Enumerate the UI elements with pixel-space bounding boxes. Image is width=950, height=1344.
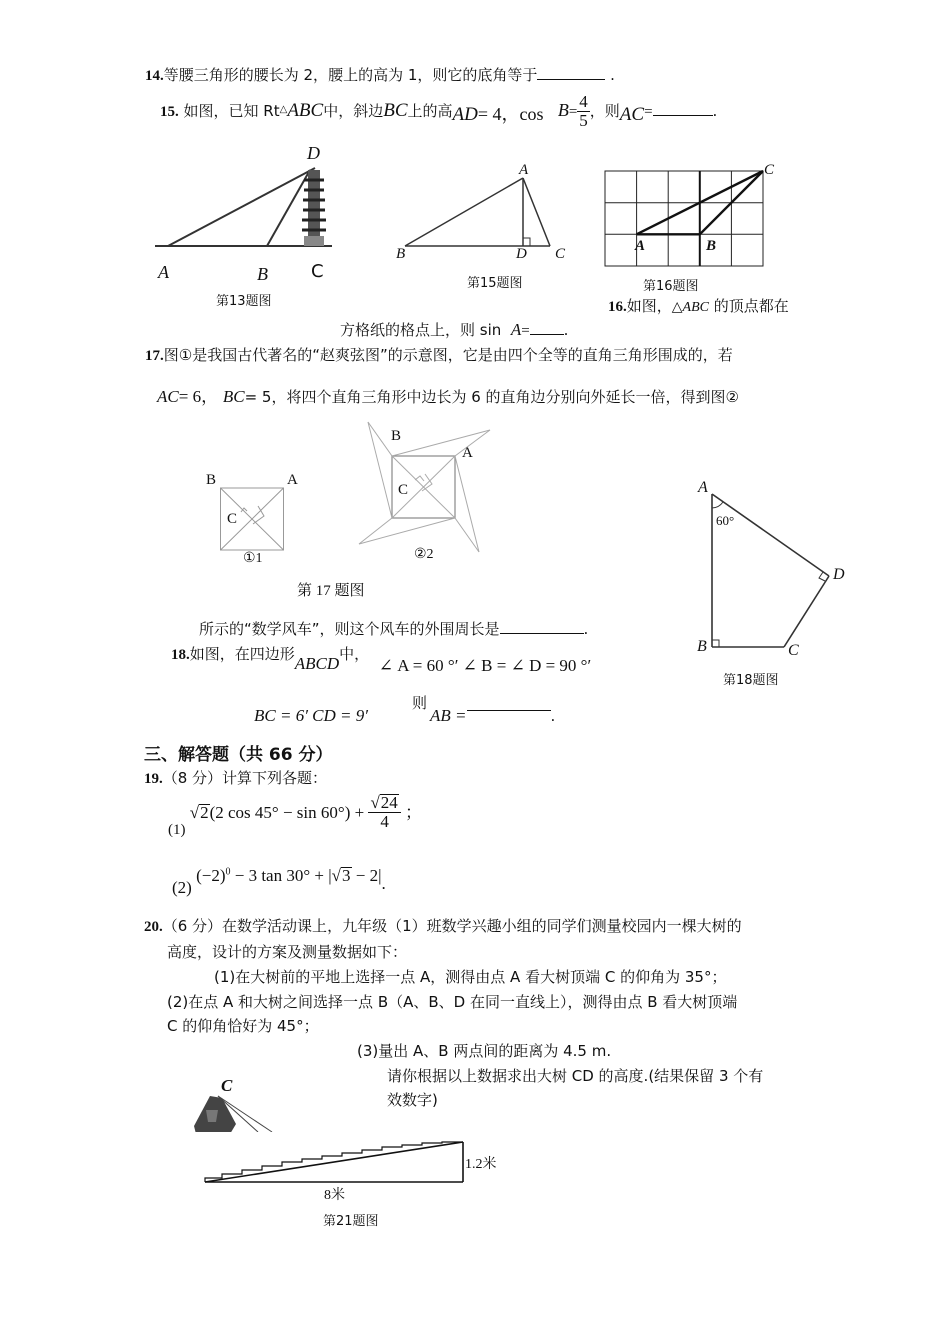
label-B: B [391, 428, 402, 444]
figure-16-grid-diagram [605, 171, 775, 281]
figure-caption-1: ①1 [243, 551, 263, 566]
question-20-ask: 请你根据以上数据求出大树 CD 的高度.(结果保留 3 个有 [387, 1067, 764, 1085]
question-18: 18.如图，在四边形ABCD中， ∠ A = 60 °′ ∠ B = ∠ D = 90 °′ [171, 645, 592, 675]
question-19-part-2: (2) $(-2)^0 - 3$ tan 30° + |√3 − 2|. [172, 866, 386, 897]
question-20-ask-2: 效数字) [387, 1091, 438, 1109]
figure-15-caption: 第15题图 [467, 276, 523, 291]
answer-blank[interactable] [467, 710, 551, 711]
question-16: 16.如图，△ABC 的顶点都在 [608, 297, 789, 315]
section-3-title: 三、解答题（共 66 分） [144, 745, 333, 765]
question-20-step-2: (2)在点 A 和大树之间选择一点 B（A、B、D 在同一直线上），测得由点 B 看大树顶端 [167, 993, 738, 1011]
length-label: 8米 [324, 1188, 345, 1203]
figure-18-caption: 第18题图 [723, 673, 779, 688]
label-C: C [764, 162, 775, 178]
label-C: C [227, 511, 238, 527]
label-B: B [257, 264, 268, 284]
fraction-4-5: $\frac{4}{5}$ [579, 92, 588, 130]
tree-diagram-fragment [188, 1080, 288, 1140]
question-17-line2: AC= 6， BC= 5，将四个直角三角形中边长为 6 的直角边分别向外延长一倍，得到图② [157, 387, 740, 406]
question-18-answer: AB = . [430, 706, 556, 725]
question-20-step-1: (1)在大树前的平地上选择一点 A，测得由点 A 看大树顶端 C 的仰角为 35°； [214, 968, 727, 986]
question-20: 20.（6 分）在数学活动课上，九年级（1）班数学兴趣小组的同学们测量校园内一棵大树的 [144, 917, 742, 935]
question-20-line2: 高度，设计的方案及测量数据如下： [167, 943, 408, 961]
answer-blank[interactable] [530, 320, 564, 335]
question-19-part-1: (1) √2(2 cos 45° − sin 60°) + $\frac{√24}{4}$ ； [168, 793, 423, 839]
question-20-step-3: (3)量出 A、B 两点间的距离为 4.5 m. [357, 1042, 612, 1060]
figure-18-diagram [690, 470, 850, 670]
answer-blank[interactable] [537, 65, 605, 80]
label-B: B [206, 472, 217, 488]
label-A: A [698, 479, 708, 496]
label-A: A [287, 472, 298, 488]
label-C: C [788, 642, 799, 659]
pagoda-icon [302, 170, 326, 246]
question-15: 15. 如图，已知 Rt△ABC中，斜边BC上的高AD= 4，cos B= $\frac{4}{5}$ ，则AC= . [160, 92, 718, 130]
question-18-then: 则 [412, 694, 428, 712]
question-17-line3: 所示的“数学风车”，则这个风车的外围周长是 . [199, 620, 589, 638]
label-A: A [462, 445, 473, 461]
label-B: B [396, 246, 406, 262]
answer-blank[interactable] [500, 619, 584, 634]
label-D: D [516, 246, 527, 262]
figure-15-diagram [380, 160, 580, 290]
answer-blank[interactable] [653, 101, 713, 116]
figure-16-caption: 第16题图 [643, 279, 699, 294]
figure-13-diagram [150, 140, 350, 310]
question-19: 19.（8 分）计算下列各题： [144, 769, 328, 787]
label-D: D [307, 143, 320, 163]
question-number: 14. [145, 68, 164, 84]
figure-17-caption: 第 17 题图 [297, 583, 365, 599]
label-C: C [311, 261, 324, 282]
height-label: 1.2米 [465, 1157, 497, 1172]
question-20-step-2b: C 的仰角恰好为 45°； [167, 1017, 319, 1035]
label-B: B [706, 238, 717, 254]
figure-caption-2: ②2 [414, 547, 434, 562]
label-A: A [635, 238, 646, 254]
question-17: 17.图①是我国古代著名的“赵爽弦图”的示意图，它是由四个全等的直角三角形围成的，若 [145, 346, 733, 364]
question-text: 等腰三角形的腰长为 2，腰上的高为 1，则它的底角等于 [163, 66, 538, 84]
figure-21-caption: 第21题图 [323, 1214, 379, 1229]
label-C: C [398, 482, 409, 498]
label-D: D [833, 566, 845, 583]
question-16-line2: 方格纸的格点上，则 sin A= . [340, 320, 569, 339]
label-C: C [221, 1076, 233, 1095]
label-A: A [519, 162, 529, 178]
label-C: C [555, 246, 566, 262]
angle-label: 60° [716, 513, 735, 528]
label-B: B [697, 638, 707, 655]
tree-icon [194, 1096, 236, 1134]
label-A: A [158, 262, 169, 282]
question-14: 14.等腰三角形的腰长为 2，腰上的高为 1，则它的底角等于 . [145, 66, 615, 84]
question-18-line2: BC = 6′ CD = 9′ [254, 706, 368, 725]
figure-13-caption: 第13题图 [216, 294, 272, 309]
